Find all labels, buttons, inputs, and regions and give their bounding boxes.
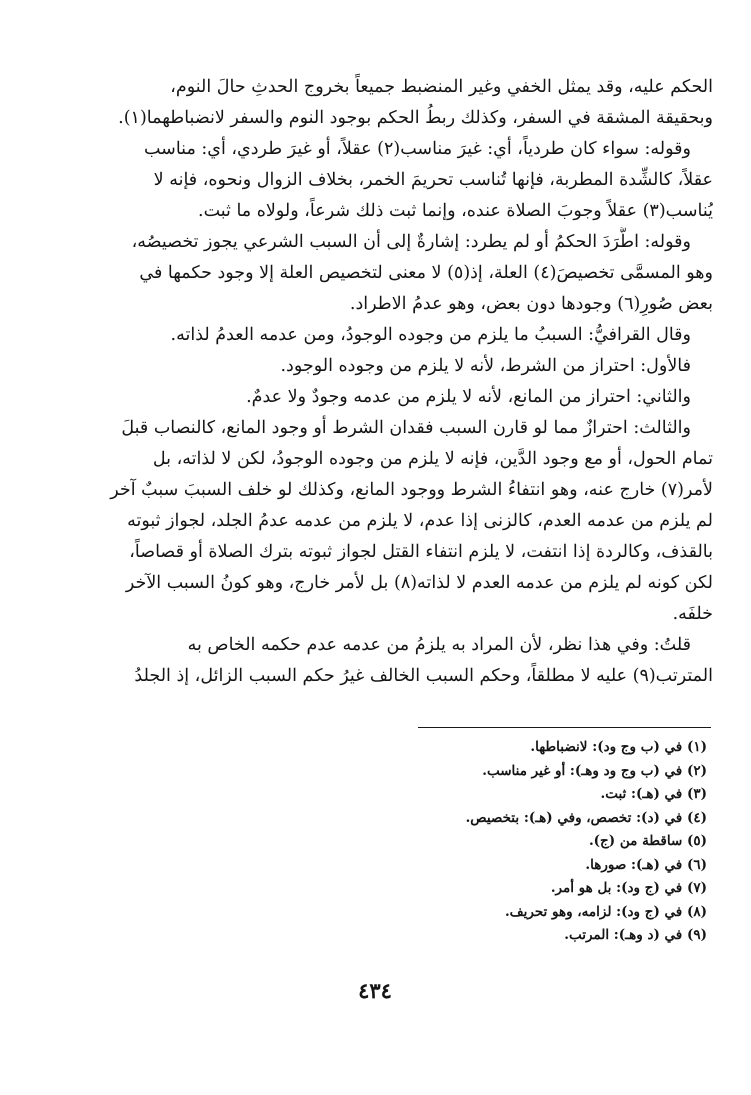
text-line: يُناسب(٣) عقلاً وجوبَ الصلاة عنده، وإنما ثبت ذلك شرعاً، ولولاه ما ثبت. — [198, 201, 713, 221]
text-line: المترتب(٩) عليه لا مطلقاً، وحكم السبب الخالف غيرُ حكم السبب الزائل، إذ الجلدُ — [134, 666, 713, 686]
text-line: والثاني: احتراز من المانع، لأنه لا يلزم من عدمه وجودٌ ولا عدمٌ. — [246, 387, 691, 407]
text-line: لم يلزم من عدمه العدم، كالزنى إذا عدم، لا يلزم من عدمه عدمُ الجلد، لجواز ثبوته — [127, 511, 713, 531]
text-line: عقلاً، كالشِّدة المطربة، فإنها تُناسب تحريمَ الخمر، بخلاف الزوال ونحوه، فإنه لا — [153, 170, 713, 190]
footnote: (٥) ساقطة من (ج). — [588, 833, 707, 849]
text-line: والثالث: احترازٌ مما لو قارن السبب فقدان الشرط أو وجود المانع، كالنصاب قبلَ — [121, 418, 691, 438]
text-line: خلفَه. — [672, 604, 713, 624]
footnote: (٧) في (ج ود): بل هو أمر. — [550, 880, 707, 896]
text-line: لكن كونه لم يلزم من عدمه العدم لا لذاته(٨) بل لأمر خارج، وهو كونُ السبب الآخر — [125, 573, 713, 593]
text-line: وقوله: اطَّرَدَ الحكمُ أو لم يطرد: إشارةٌ إلى أن السبب الشرعي يجوز تخصيصُه، — [131, 232, 691, 252]
text-line: وقوله: سواء كان طردياً، أي: غيرَ مناسب(٢) عقلاً، أو غيرَ طردي، أي: مناسب — [143, 139, 691, 159]
text-line: فالأول: احتراز من الشرط، لأنه لا يلزم من وجوده الوجود. — [280, 356, 691, 376]
footnote: (٨) في (ج ود): لزامه، وهو تحريف. — [504, 903, 707, 920]
footnote: (٦) في (هـ): صورها. — [585, 856, 707, 873]
text-line: وبحقيقة المشقة في السفر، وكذلك ربطُ الحكم بوجود النوم والسفر لانضباطهما(١). — [118, 108, 713, 128]
text-line: لأمر(٧) خارج عنه، وهو انتفاءُ الشرط ووجود المانع، وكذلك لو خلف السببَ سببٌ آخر — [110, 480, 713, 500]
footnote: (٩) في (د وهـ): المرتب. — [564, 927, 707, 943]
footnote: (٣) في (هـ): ثبت. — [600, 786, 707, 802]
text-line: وقال القرافيُّ: السببُ ما يلزم من وجوده الوجودُ، ومن عدمه العدمُ لذاته. — [170, 325, 691, 345]
footnotes — [300, 736, 707, 948]
footnote: (٤) في (د): تخصص، وفي (هـ): بتخصيص. — [465, 809, 707, 826]
page-number: ٤٣٤ — [358, 978, 392, 1003]
main-text — [62, 72, 713, 692]
text-line: وهو المسمَّى تخصيصَ(٤) العلة، إذ(٥) لا معنى لتخصيص العلة إلا وجود حكمها في — [139, 263, 713, 283]
text-line: تمام الحول، أو مع وجود الدَّين، فإنه لا يلزم من وجوده الوجودُ، لكن لا لذاته، بل — [152, 449, 713, 469]
text-line: قلتُ: وفي هذا نظر، لأن المراد به يلزمُ من عدمه عدم حكمه الخاص به — [187, 635, 691, 655]
footnote-divider — [418, 727, 711, 728]
text-line: بعض صُورِ(٦) وجودها دون بعض، وهو عدمُ الاطراد. — [349, 294, 713, 314]
footnote: (١) في (ب وج ود): لانضباطها. — [530, 739, 707, 755]
text-line: الحكم عليه، وقد يمثل الخفي وغير المنضبط جميعاً بخروج الحدثِ حالَ النوم، — [170, 77, 713, 97]
text-line: بالقذف، وكالردة إذا انتفت، لا يلزم انتفاء القتل لجواز ثبوته بترك الصلاة أو قصاصاً، — [129, 542, 713, 562]
footnote: (٢) في (ب وج ود وهـ): أو غير مناسب. — [482, 762, 707, 779]
